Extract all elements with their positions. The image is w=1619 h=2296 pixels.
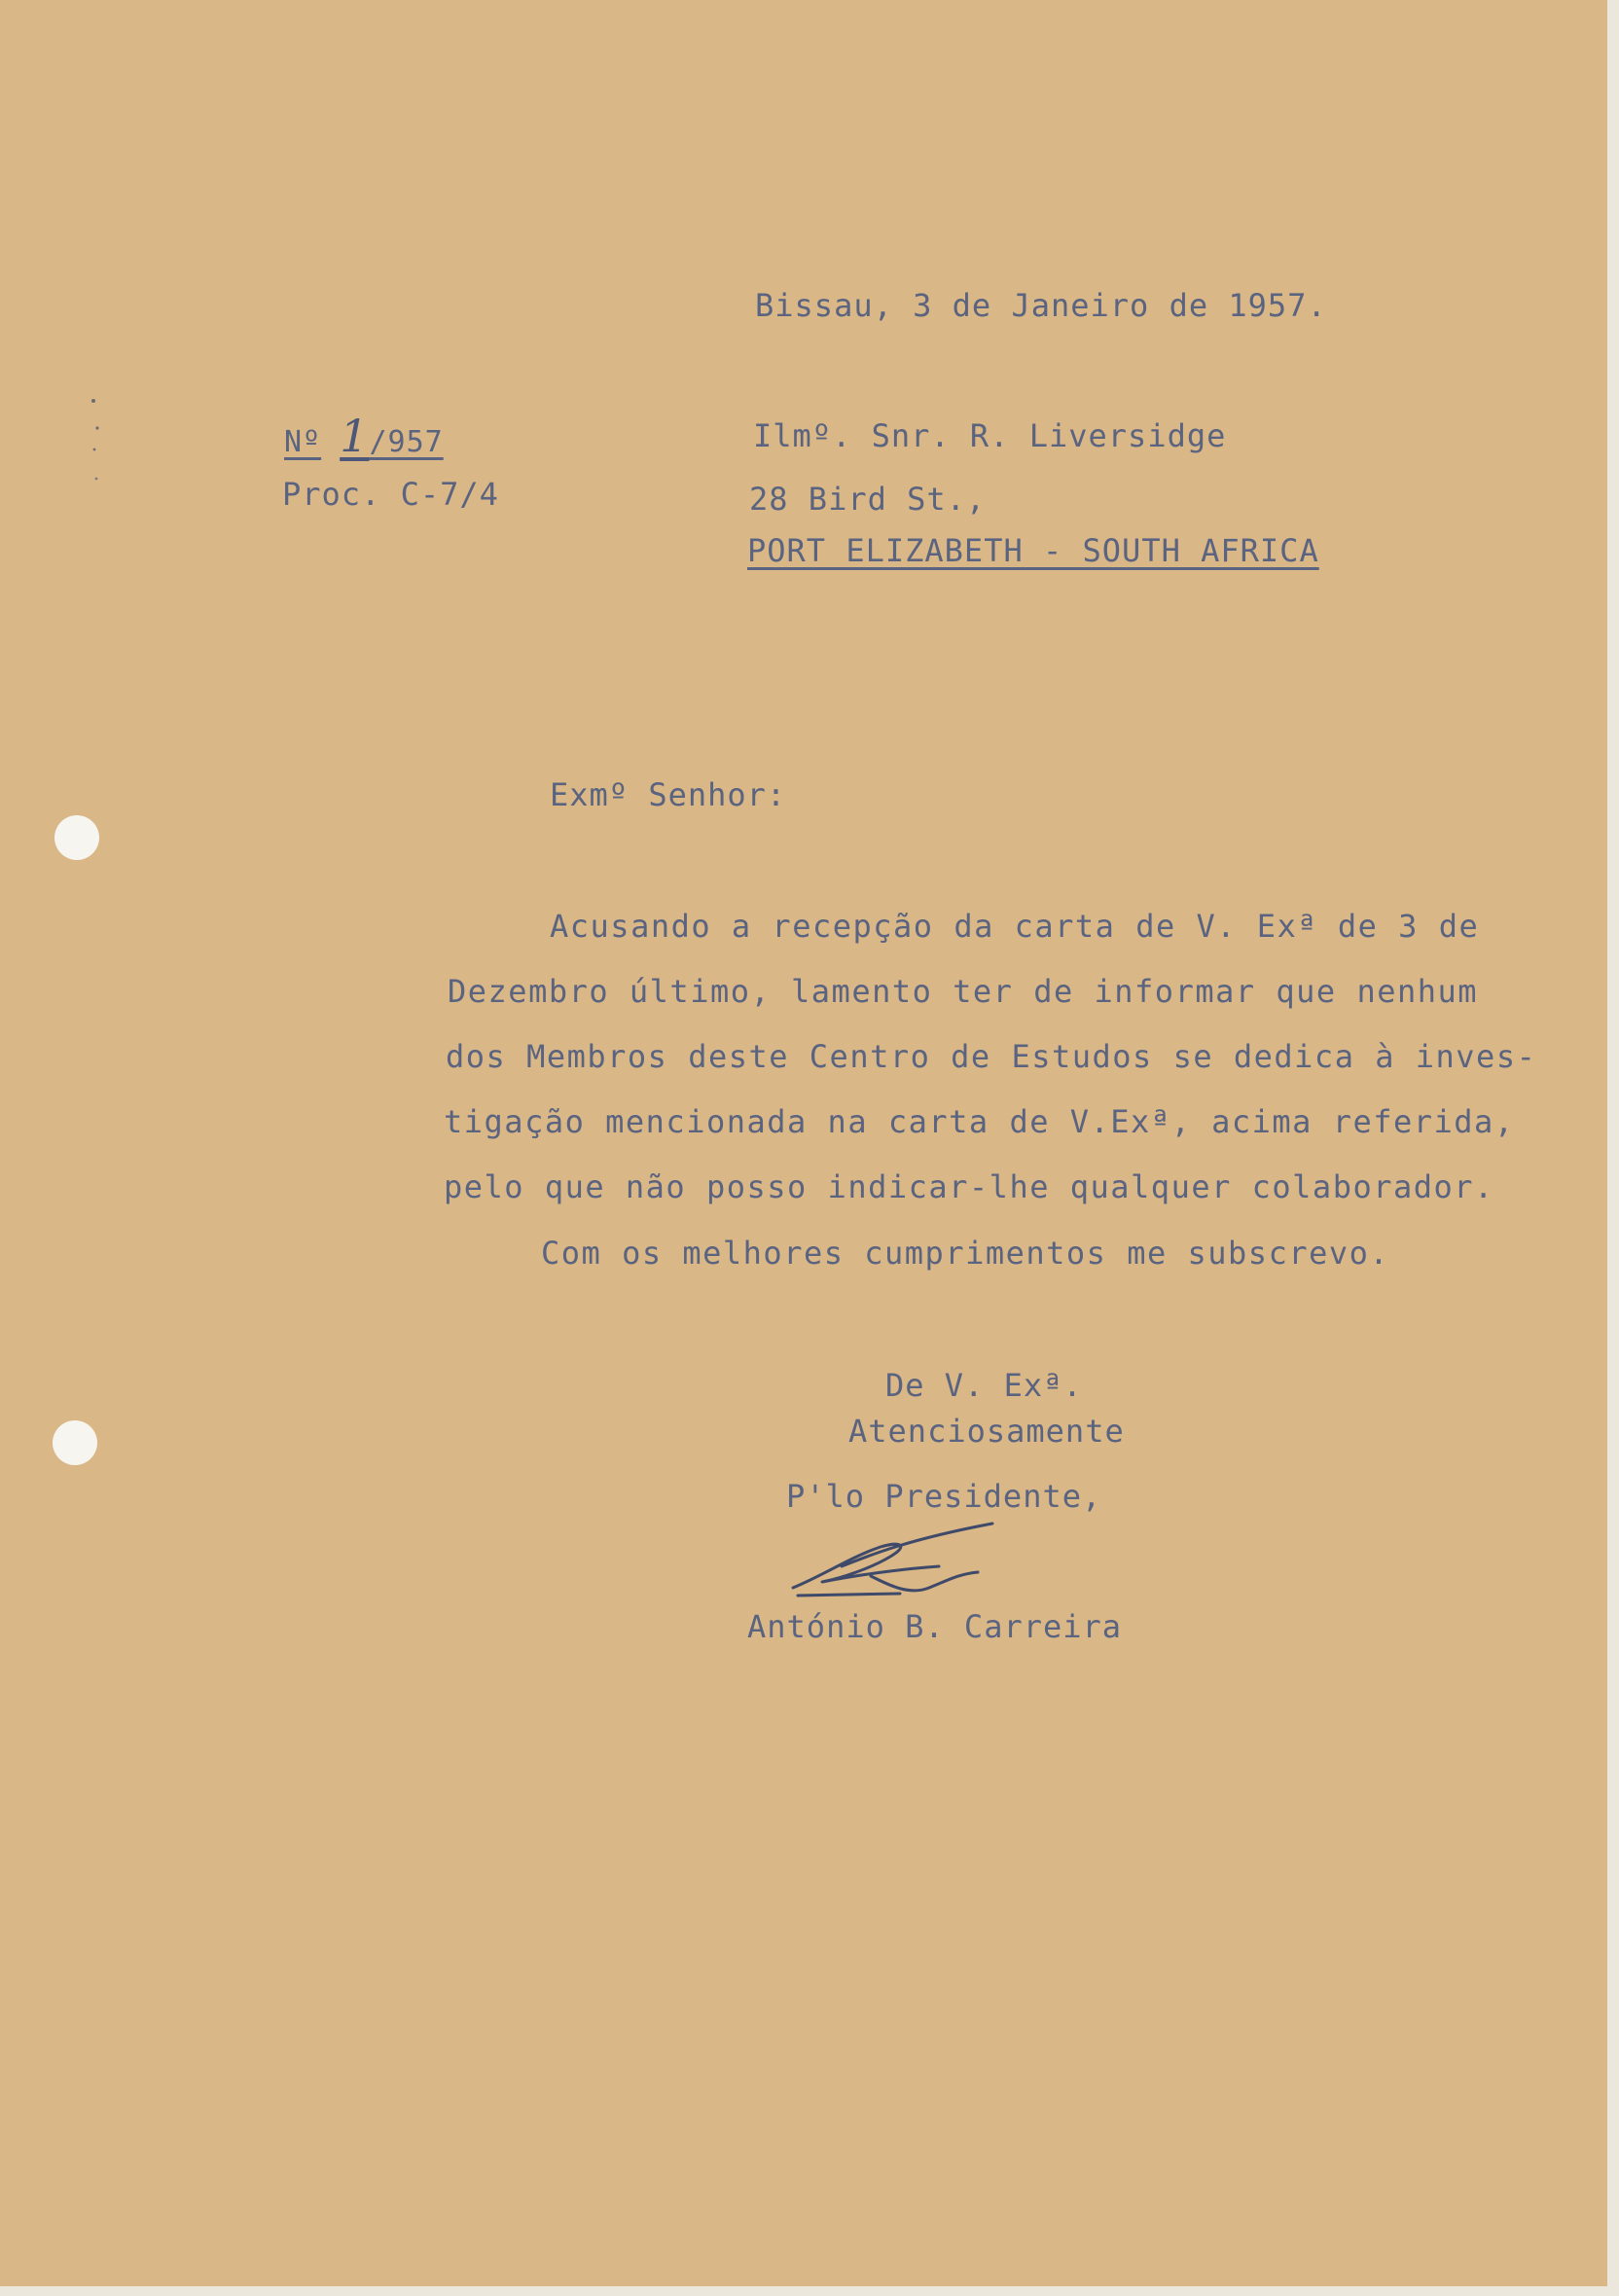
recipient-street: 28 Bird St., bbox=[749, 481, 987, 518]
reference-year: /957 bbox=[369, 425, 444, 459]
body-line-4: tigação mencionada na carta de V.Exª, acima referida, bbox=[444, 1103, 1515, 1140]
body-line-3: dos Membros deste Centro de Estudos se dedica à inves- bbox=[446, 1038, 1537, 1075]
signer-name: António B. Carreira bbox=[747, 1608, 1123, 1645]
ink-specks bbox=[86, 389, 105, 496]
reference-number bbox=[284, 410, 444, 462]
recipient-name: Ilmº. Snr. R. Liversidge bbox=[753, 417, 1227, 454]
salutation: Exmº Senhor: bbox=[550, 776, 787, 813]
body-line-2: Dezembro último, lamento ter de informar que nenhum bbox=[448, 973, 1479, 1010]
closing-line-1: De V. Exª. bbox=[885, 1367, 1083, 1404]
reference-prefix: Nº bbox=[284, 425, 322, 459]
body-line-6: Com os melhores cumprimentos me subscrevo. bbox=[541, 1235, 1390, 1272]
body-line-5: pelo que não posso indicar-lhe qualquer colaborador. bbox=[444, 1168, 1494, 1205]
paper-edge-bottom bbox=[0, 2286, 1619, 2296]
process-line: Proc. C-7/4 bbox=[282, 476, 499, 513]
paper-edge-right bbox=[1607, 0, 1619, 2296]
date-line: Bissau, 3 de Janeiro de 1957. bbox=[755, 287, 1327, 324]
body-line-1: Acusando a recepção da carta de V. Exª de 3 de bbox=[550, 908, 1480, 945]
recipient-city-country: PORT ELIZABETH - SOUTH AFRICA bbox=[747, 532, 1319, 569]
handwritten-signature bbox=[783, 1518, 1007, 1605]
punch-hole-bottom bbox=[53, 1420, 97, 1465]
punch-hole-top bbox=[54, 815, 99, 860]
closing-line-2: Atenciosamente bbox=[848, 1413, 1125, 1450]
reference-number-handwritten: 1 bbox=[340, 410, 370, 462]
closing-line-3: P'lo Presidente, bbox=[786, 1478, 1102, 1515]
